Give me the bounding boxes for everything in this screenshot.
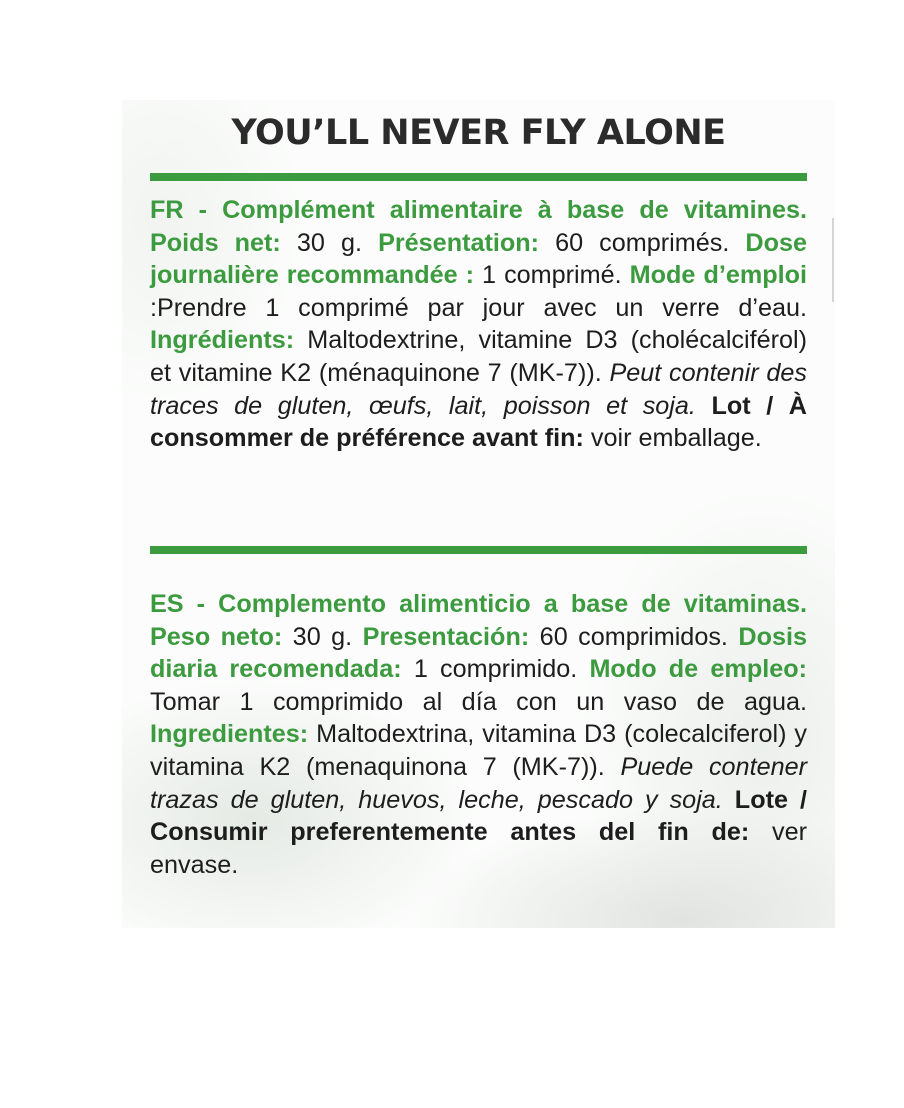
es-dosis-value: 1 comprimido. (401, 655, 590, 684)
fr-presentation-value: 60 comprimés. (539, 228, 746, 257)
green-divider-middle (150, 546, 807, 554)
es-trazas: Puede contener trazas de gluten, huevos, leche, pescado y soja. (150, 752, 807, 814)
fr-lead: FR - Complément alimentaire à base de vitamines. (150, 196, 807, 224)
green-divider-top (150, 173, 807, 181)
fr-mode-label: Mode d’emploi (629, 261, 808, 290)
edge-line (832, 218, 834, 302)
es-presentacion-value: 60 comprimidos. (529, 622, 739, 651)
fr-dose-label: Dose journalière recommandée : (150, 228, 807, 290)
es-ingredientes-label: Ingredientes: (150, 720, 309, 749)
fr-poids-value: 30 g. (280, 228, 379, 257)
es-lote-value: ver envase. (150, 818, 807, 879)
es-dosis-label: Dosis diaria recomendada: (150, 622, 807, 684)
fr-traces: Peut contenir des traces de gluten, œufs, lait, poisson et soja. (150, 358, 807, 420)
fr-mode-value: :Prendre 1 comprimé par jour avec un verre d’eau. (150, 293, 807, 322)
fr-lot-value: voir emballage. (583, 424, 762, 453)
fr-presentation-label: Présentation: (378, 228, 540, 257)
fr-ingredients-label: Ingrédients: (150, 326, 295, 355)
fr-poids-label: Poids net: (150, 228, 281, 257)
fr-dose-value: 1 comprimé. (474, 261, 630, 290)
fr-lot-label: Lot / À consommer de préférence avant fin: (150, 391, 807, 453)
product-title: YOU’LL NEVER FLY ALONE (231, 113, 726, 153)
es-modo-value: Tomar 1 comprimido al día con un vaso de agua. (150, 687, 807, 716)
es-description (150, 588, 807, 881)
fr-ingredients-value: Maltodextrine, vitamine D3 (cholécalciférol) et vitamine K2 (ménaquinone 7 (MK-7)). (150, 326, 807, 387)
es-peso-value: 30 g. (282, 622, 363, 651)
fr-description (150, 194, 807, 455)
es-lote-label: Lote / Consumir preferentemente antes del fin de: (150, 785, 807, 847)
es-ingredientes-value: Maltodextrina, vitamina D3 (colecalciferol) y vitamina K2 (menaquinona 7 (MK-7)). (150, 720, 807, 781)
es-peso-label: Peso neto: (150, 622, 283, 651)
es-lead: ES - Complemento alimenticio a base de vitaminas. (150, 590, 807, 618)
es-modo-label: Modo de empleo: (589, 655, 807, 684)
es-presentacion-label: Presentación: (362, 622, 530, 651)
